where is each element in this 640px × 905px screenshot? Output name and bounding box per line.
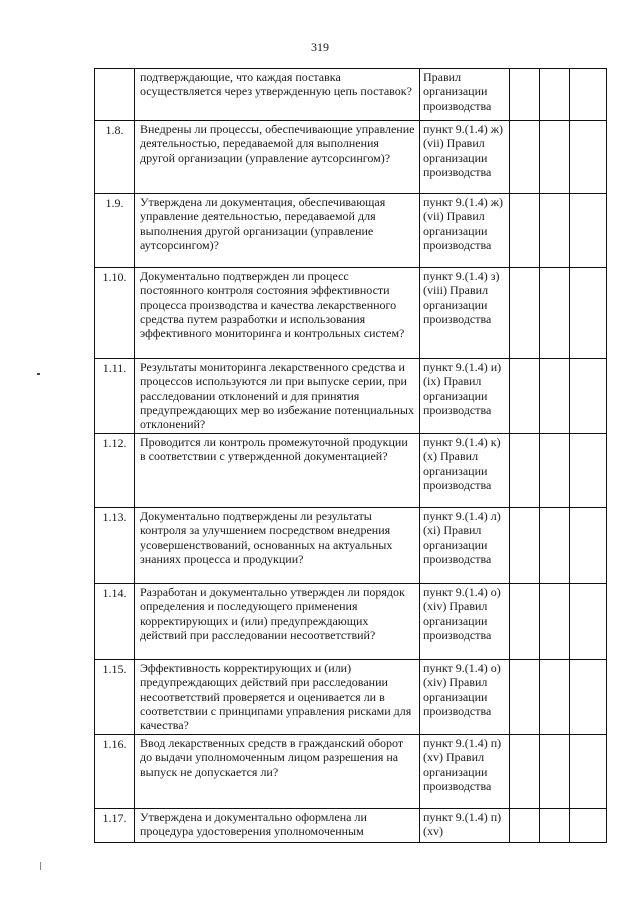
row-reference: пункт 9.(1.4) о) (xiv) Правил организации производства — [420, 584, 510, 660]
row-reference: пункт 9.(1.4) л) (xi) Правил организации производства — [420, 508, 510, 584]
row-number: 1.15. — [95, 660, 135, 735]
table-row — [95, 809, 607, 843]
answer-cell[interactable] — [570, 194, 607, 268]
table-row — [95, 584, 607, 660]
table-row — [95, 660, 607, 735]
answer-cell[interactable] — [570, 508, 607, 584]
checklist-table — [94, 68, 607, 843]
row-question: Утверждена ли документация, обеспечивающая управление деятельностью, передаваемой для выполнения другой организации (управление аутсорсингом)? — [135, 194, 420, 268]
row-reference: пункт 9.(1.4) п) (xv) — [420, 809, 510, 843]
answer-cell[interactable] — [540, 809, 570, 843]
answer-cell[interactable] — [540, 121, 570, 194]
answer-cell[interactable] — [510, 69, 540, 121]
table-row — [95, 121, 607, 194]
row-reference: Правил организации производства — [420, 69, 510, 121]
row-question: Результаты мониторинга лекарственного средства и процессов используются ли при выпуске серии, при расследовании отклонений и для принятия предупреждающих мер во избежание потенциальных отклонений? — [135, 359, 420, 434]
answer-cell[interactable] — [570, 660, 607, 735]
answer-cell[interactable] — [510, 194, 540, 268]
page-number: 319 — [311, 40, 329, 54]
table-row — [95, 434, 607, 508]
answer-cell[interactable] — [570, 584, 607, 660]
row-reference: пункт 9.(1.4) и) (ix) Правил организации производства — [420, 359, 510, 434]
row-reference: пункт 9.(1.4) к) (x) Правил организации производства — [420, 434, 510, 508]
row-reference: пункт 9.(1.4) ж) (vii) Правил организации производства — [420, 121, 510, 194]
row-number: 1.9. — [95, 194, 135, 268]
answer-cell[interactable] — [540, 660, 570, 735]
table-row — [95, 508, 607, 584]
answer-cell[interactable] — [540, 69, 570, 121]
answer-cell[interactable] — [510, 434, 540, 508]
row-reference: пункт 9.(1.4) з) (viii) Правил организации производства — [420, 268, 510, 359]
answer-cell[interactable] — [510, 660, 540, 735]
table-row — [95, 194, 607, 268]
table-row — [95, 268, 607, 359]
row-number: 1.8. — [95, 121, 135, 194]
row-reference: пункт 9.(1.4) п) (xv) Правил организации производства — [420, 735, 510, 809]
answer-cell[interactable] — [570, 809, 607, 843]
scan-speck — [37, 373, 40, 375]
row-question: Ввод лекарственных средств в гражданский оборот до выдачи уполномоченным лицом разрешения на выпуск не допускается ли? — [135, 735, 420, 809]
answer-cell[interactable] — [540, 268, 570, 359]
row-number: 1.12. — [95, 434, 135, 508]
answer-cell[interactable] — [510, 508, 540, 584]
answer-cell[interactable] — [540, 194, 570, 268]
row-number: 1.13. — [95, 508, 135, 584]
row-number: 1.16. — [95, 735, 135, 809]
table-row — [95, 735, 607, 809]
answer-cell[interactable] — [570, 69, 607, 121]
table-row — [95, 69, 607, 121]
row-reference: пункт 9.(1.4) ж) (vii) Правил организации производства — [420, 194, 510, 268]
answer-cell[interactable] — [540, 508, 570, 584]
answer-cell[interactable] — [540, 584, 570, 660]
answer-cell[interactable] — [570, 359, 607, 434]
row-question: Утверждена и документально оформлена ли процедура удостоверения уполномоченным — [135, 809, 420, 843]
row-number: 1.11. — [95, 359, 135, 434]
row-number: 1.17. — [95, 809, 135, 843]
row-question: Документально подтверждены ли результаты контроля за улучшением посредством внедрения усовершенствований, основанных на актуальных знаниях процесса и продукции? — [135, 508, 420, 584]
row-question: Проводится ли контроль промежуточной продукции в соответствии с утвержденной документацией? — [135, 434, 420, 508]
answer-cell[interactable] — [510, 809, 540, 843]
row-question: подтверждающие, что каждая поставка осуществляется через утвержденную цепь поставок? — [135, 69, 420, 121]
answer-cell[interactable] — [510, 268, 540, 359]
row-question: Документально подтвержден ли процесс постоянного контроля состояния эффективности процесса производства и качества лекарственного средства путем разработки и использования эффективного мониторинга и контрольных систем? — [135, 268, 420, 359]
row-reference: пункт 9.(1.4) о) (xiv) Правил организации производства — [420, 660, 510, 735]
table-row — [95, 359, 607, 434]
row-question: Разработан и документально утвержден ли порядок определения и последующего применения корректирующих и (или) предупреждающих действий при расследовании несоответствий? — [135, 584, 420, 660]
row-number — [95, 69, 135, 121]
answer-cell[interactable] — [570, 735, 607, 809]
row-number: 1.14. — [95, 584, 135, 660]
answer-cell[interactable] — [570, 434, 607, 508]
answer-cell[interactable] — [510, 584, 540, 660]
answer-cell[interactable] — [540, 735, 570, 809]
row-question: Внедрены ли процессы, обеспечивающие управление деятельностью, передаваемой для выполнения другой организации (управление аутсорсингом)? — [135, 121, 420, 194]
answer-cell[interactable] — [510, 121, 540, 194]
scan-speck — [40, 862, 41, 870]
answer-cell[interactable] — [570, 121, 607, 194]
row-question: Эффективность корректирующих и (или) предупреждающих действий при расследовании несоответствий проверяется и оценивается ли в соответствии с принципами управления рисками для качества? — [135, 660, 420, 735]
answer-cell[interactable] — [510, 359, 540, 434]
answer-cell[interactable] — [510, 735, 540, 809]
answer-cell[interactable] — [540, 434, 570, 508]
answer-cell[interactable] — [570, 268, 607, 359]
answer-cell[interactable] — [540, 359, 570, 434]
row-number: 1.10. — [95, 268, 135, 359]
